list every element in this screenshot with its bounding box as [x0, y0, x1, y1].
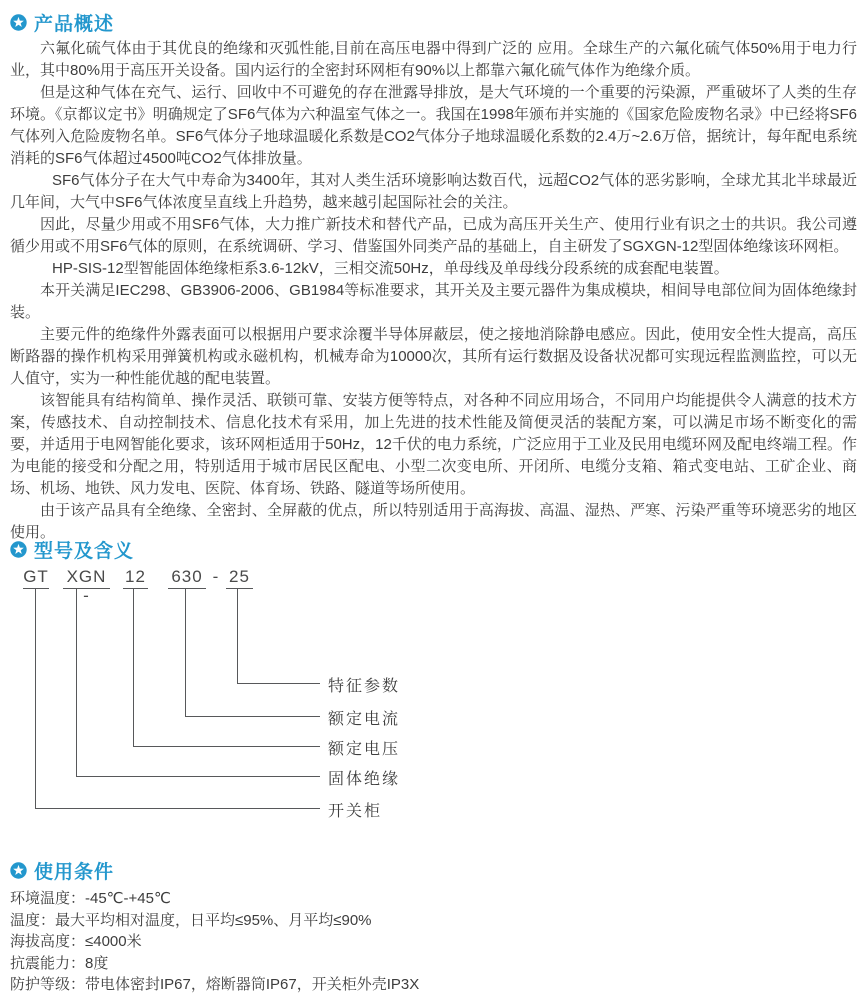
- overview-paragraphs: [10, 38, 857, 544]
- connector-line: [76, 588, 77, 777]
- circled-star-icon: [10, 862, 27, 879]
- paragraph: 但是这种气体在充气、运行、回收中不可避免的存在泄露导排放，是大气环境的一个重要的污染源，严重破坏了人类的生存环境。《京都议定书》明确规定了SF6气体为六种温室气体之一。我国在1998年颁布并实施的《国家危险废物名录》中已经将SF6气体列入危险废物名单。SF6气体分子地球温暖化系数是CO2气体分子地球温暖化系数的2.4万~2.6万倍，据统计，每年配电系统消耗的SF6气体超过4500吨CO2气体排放量。: [10, 84, 857, 167]
- diagram-label: 额定电压: [328, 741, 401, 758]
- diagram-label: 额定电流: [328, 711, 401, 728]
- overview-header: [10, 10, 857, 34]
- conditions-title: 使用条件: [34, 861, 115, 883]
- conditions-list: [10, 888, 857, 994]
- diagram-label: 开关柜: [328, 803, 383, 820]
- paragraph: 主要元件的绝缘件外露表面可以根据用户要求涂覆半导体屏蔽层，使之接地消除静电感应。因此，使用安全性大提高，高压断路器的操作机构采用弹簧机构或永磁机构，机械寿命为10000次，其所有运行数据及设备状况都可实现远程监测监控，可以无人值守，实为一种性能优越的配电装置。: [10, 326, 857, 387]
- connector-line: [133, 588, 134, 747]
- condition-item: 温度：最大平均相对温度，日平均≤95%、月平均≤90%: [10, 911, 372, 929]
- section-model-designation: [10, 537, 857, 837]
- connector-line: [237, 588, 238, 684]
- condition-item: 防护等级：带电体密封IP67，熔断器筒IP67，开关柜外壳IP3X: [10, 976, 420, 993]
- condition-item: 抗震能力：8度: [10, 954, 109, 972]
- connector-line: [237, 683, 320, 684]
- paragraph: 本开关满足IEC298、GB3906-2006、GB1984等标准要求，其开关及主要元器件为集成模块，相间导电部位间为固体绝缘封装。: [10, 282, 857, 321]
- connector-line: [76, 776, 320, 777]
- section-overview: [10, 10, 857, 544]
- connector-line: [185, 588, 186, 717]
- circled-star-icon: [10, 541, 27, 558]
- model-designation-diagram: [10, 567, 530, 829]
- connector-line: [35, 588, 36, 809]
- connector-line: [133, 746, 320, 747]
- connector-line: [35, 808, 320, 809]
- model-segment-series: GT: [23, 567, 49, 589]
- diagram-label: 特征参数: [328, 678, 401, 695]
- paragraph: SF6气体分子在大气中寿命为3400年，其对人类生活环境影响达数百代，远超CO2气体的恶劣影响，全球尤其北半球最近几年间，大气中SF6气体浓度呈直线上升趋势，越来越引起国际社会的关注。: [10, 172, 857, 211]
- model-segment-parameter: 25: [226, 567, 253, 589]
- model-segment-separator: -: [212, 567, 220, 586]
- diagram-label: 固体绝缘: [328, 771, 401, 788]
- paragraph: 由于该产品具有全绝缘、全密封、全屏蔽的优点，所以特别适用于高海拔、高温、湿热、严寒、污染严重等环境恶劣的地区使用。: [10, 502, 857, 541]
- paragraph: HP-SIS-12型智能固体绝缘柜系3.6-12kV，三相交流50Hz，单母线及单母线分段系统的成套配电装置。: [52, 260, 729, 277]
- model-segment-type: XGN -: [63, 567, 110, 589]
- condition-item: 海拔高度：≤4000米: [10, 933, 142, 950]
- condition-item: 环境温度：-45℃-+45℃: [10, 890, 171, 907]
- section-conditions: [10, 858, 857, 994]
- circled-star-icon: [10, 14, 27, 31]
- model-segment-current: 630: [168, 567, 206, 589]
- conditions-header: [10, 858, 857, 882]
- model-title: 型号及含义: [34, 540, 135, 562]
- model-segment-voltage: 12: [123, 567, 148, 589]
- paragraph: 该智能具有结构简单、操作灵活、联锁可靠、安装方便等特点，对各种不同应用场合，不同用户均能提供令人满意的技术方案，传感技术、自动控制技术、信息化技术有采用，加上先进的技术性能及简便灵活的装配方案，可以满足市场不断变化的需要，并适用于电网智能化要求，该环网柜适用于50Hz，12千伏的电力系统，广泛应用于工业及民用电缆环网及配电终端工程。作为电能的接受和分配之用，特别适用于城市居民区配电、小型二次变电所、开闭所、电缆分支箱、箱式变电站、工矿企业、商场、机场、地铁、风力发电、医院、体育场、铁路、隧道等场所使用。: [10, 392, 857, 497]
- connector-line: [185, 716, 320, 717]
- paragraph: 因此，尽量少用或不用SF6气体，大力推广新技术和替代产品，已成为高压开关生产、使用行业有识之士的共识。我公司遵循少用或不用SF6气体的原则，在系统调研、学习、借鉴国外同类产品的基础上，自主研发了SGXGN-12型固体绝缘该环网柜。: [10, 216, 857, 255]
- overview-title: 产品概述: [34, 13, 115, 35]
- model-header: [10, 537, 857, 561]
- paragraph: 六氟化硫气体由于其优良的绝缘和灭弧性能,目前在高压电器中得到广泛的 应用。全球生产的六氟化硫气体50%用于电力行业，其中80%用于高压开关设备。国内运行的全密封环网柜有90%以上都靠六氟化硫气体作为绝缘介质。: [10, 40, 857, 79]
